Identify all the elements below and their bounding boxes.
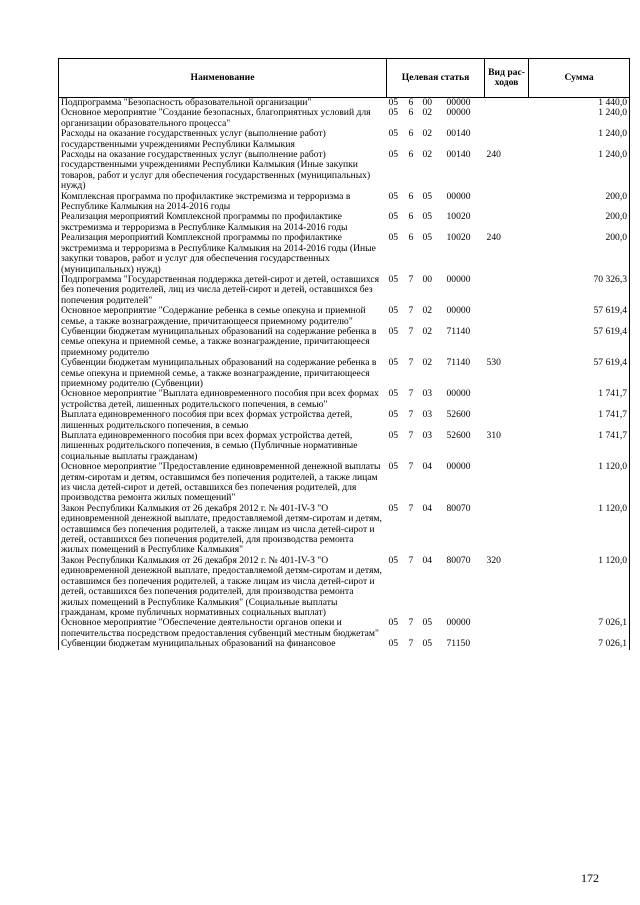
cell-sum: 57 619,4 <box>529 306 630 327</box>
cell-e <box>485 98 529 109</box>
cell-d: 71140 <box>446 325 471 337</box>
cell-a: 05 <box>388 430 399 441</box>
budget-table <box>58 58 630 650</box>
cell-name: Реализация мероприятий Комплексной программы по профилактике экстремизма и терроризма в Республике Калмыкия на 2014-2016 годы (Иные закупки товаров, работ и услуг для обеспечения государственных (муниципальных) нужд) <box>59 233 387 275</box>
cell-e <box>485 327 529 358</box>
cell-b: 7 <box>408 430 414 441</box>
cell-c: 05 <box>422 211 433 223</box>
table-row <box>59 504 630 556</box>
table-row <box>59 618 630 639</box>
cell-b: 7 <box>408 502 414 514</box>
cell-sum: 200,0 <box>529 212 630 233</box>
cell-e <box>485 462 529 504</box>
cell-d: 10020 <box>446 211 471 223</box>
cell-c: 02 <box>422 357 433 369</box>
cell-sum: 1 120,0 <box>529 504 630 556</box>
cell-b: 7 <box>408 638 414 650</box>
cell-name: Комплексная программа по профилактике экстремизма и терроризма в Республике Калмыкия на 2014-2016 годы <box>59 192 387 213</box>
cell-c: 03 <box>422 388 433 400</box>
cell-b: 7 <box>408 357 414 369</box>
cell-sum: 1 240,0 <box>529 150 630 192</box>
cell-d: 00000 <box>446 617 471 629</box>
cell-name: Субвенции бюджетам муниципальных образований на финансовое <box>59 639 387 649</box>
cell-b: 6 <box>408 190 414 202</box>
cell-c: 04 <box>422 502 433 514</box>
cell-a: 05 <box>388 554 399 566</box>
cell-name: Основное мероприятие "Содержание ребенка в семье опекуна и приемной семье, а также вознаграждение, причитающееся приемному родителю" <box>59 306 387 327</box>
cell-name: Расходы на оказание государственных услуг (выполнение работ) государственными учреждениями Республики Калмыкия (Иные закупки товаров, работ и услуг для обеспечения государственных (муниципальных) нужд) <box>59 150 387 192</box>
cell-name: Основное мероприятие "Обеспечение деятельности органов опеки и попечительства посредством предоставления субвенций местным бюджетам" <box>59 618 387 639</box>
cell-a: 05 <box>388 211 399 223</box>
cell-b: 7 <box>408 617 414 629</box>
cell-c: 02 <box>422 128 433 140</box>
cell-sum: 70 326,3 <box>529 275 630 306</box>
cell-b: 7 <box>408 273 414 285</box>
cell-name: Подпрограмма "Государственная поддержка детей-сирот и детей, оставшихся без попечения родителей, лиц из числа детей-сирот и детей, оставшихся без попечения родителей" <box>59 275 387 306</box>
cell-d: 00000 <box>446 305 471 317</box>
cell-e <box>485 306 529 327</box>
page-number: 172 <box>581 871 599 885</box>
cell-e: 320 <box>486 554 501 566</box>
cell-d: 71150 <box>446 638 471 650</box>
cell-a: 05 <box>388 617 399 629</box>
cell-sum: 7 026,1 <box>529 639 630 649</box>
cell-name: Основное мероприятие "Предоставление единовременной денежной выплаты детям-сиротам и детям, оставшимся без попечения родителей, а также лицам из числа детей-сирот и детей, оставшихся без попечения родителей, для производства ремонта жилых помещений" <box>59 462 387 504</box>
cell-c: 04 <box>422 554 433 566</box>
header-target: Целевая статья <box>387 59 485 98</box>
cell-name: Подпрограмма "Безопасность образовательной организации" <box>59 98 387 109</box>
cell-b: 7 <box>408 409 414 421</box>
table-body <box>59 98 630 650</box>
cell-c: 05 <box>422 232 433 244</box>
cell-a: 05 <box>388 357 399 369</box>
table-row <box>59 306 630 327</box>
cell-sum: 200,0 <box>529 233 630 275</box>
header-kind: Вид рас-ходов <box>485 59 529 98</box>
cell-e <box>485 275 529 306</box>
cell-a: 05 <box>388 638 399 650</box>
cell-a: 05 <box>388 388 399 400</box>
cell-name: Основное мероприятие "Создание безопасных, благоприятных условий для организации образовательного процесса" <box>59 108 387 129</box>
table-row <box>59 556 630 618</box>
cell-name: Закон Республики Калмыкия от 26 декабря 2012 г. № 401-IV-З "О единовременной денежной выплате, предоставляемой детям-сиротам и детям, оставшимся без попечения родителей, а также лицам из числа детей-сирот и детей, оставшихся без попечения родителей, для производства ремонта жилых помещений в Республике Калмыкия" (Социальные выплаты гражданам, кроме публичных нормативных социальных выплат) <box>59 556 387 618</box>
cell-a: 05 <box>388 461 399 473</box>
cell-d: 00000 <box>446 107 471 119</box>
cell-sum: 200,0 <box>529 192 630 213</box>
cell-name: Субвенции бюджетам муниципальных образований на содержание ребенка в семье опекуна и приемной семье, а также вознаграждение, причитающееся приемному родителю <box>59 327 387 358</box>
cell-c: 03 <box>422 409 433 421</box>
cell-e <box>485 504 529 556</box>
cell-e: 310 <box>486 430 501 441</box>
table-row <box>59 410 630 431</box>
cell-c: 05 <box>422 638 433 650</box>
cell-b: 6 <box>408 149 414 161</box>
table-row <box>59 129 630 150</box>
cell-e <box>485 129 529 150</box>
cell-d: 80070 <box>446 554 471 566</box>
cell-sum: 1 120,0 <box>529 462 630 504</box>
cell-d: 10020 <box>446 232 471 244</box>
cell-a: 05 <box>388 128 399 140</box>
cell-c: 04 <box>422 461 433 473</box>
cell-c: 03 <box>422 430 433 441</box>
cell-b: 7 <box>408 325 414 337</box>
cell-b: 6 <box>408 232 414 244</box>
cell-sum: 1 741,7 <box>529 410 630 431</box>
table-row <box>59 150 630 192</box>
cell-sum: 1 741,7 <box>529 389 630 410</box>
cell-b: 6 <box>408 107 414 119</box>
table-row <box>59 212 630 233</box>
cell-name: Выплата единовременного пособия при всех формах устройства детей, лишенных родительского попечения, в семью (Публичные нормативные социальные выплаты гражданам) <box>59 431 387 462</box>
cell-a: 05 <box>388 232 399 244</box>
cell-a: 05 <box>388 502 399 514</box>
cell-e <box>485 212 529 233</box>
cell-a: 05 <box>388 190 399 202</box>
table-header-row <box>59 59 630 98</box>
cell-sum: 7 026,1 <box>529 618 630 639</box>
table-row <box>59 233 630 275</box>
cell-a: 05 <box>388 107 399 119</box>
table-row <box>59 389 630 410</box>
cell-b: 7 <box>408 554 414 566</box>
cell-d: 00000 <box>446 273 471 285</box>
cell-e <box>485 639 529 649</box>
cell-e <box>485 618 529 639</box>
cell-c: 00 <box>422 273 433 285</box>
cell-c: 05 <box>422 617 433 629</box>
cell-c: 02 <box>422 305 433 317</box>
cell-e <box>485 389 529 410</box>
cell-c: 05 <box>422 190 433 202</box>
cell-name: Закон Республики Калмыкия от 26 декабря 2012 г. № 401-IV-З "О единовременной денежной выплате, предоставляемой детям-сиротам и детям, оставшимся без попечения родителей, а также лицам из числа детей-сирот и детей, оставшихся без попечения родителей, для производства ремонта жилых помещений в Республике Калмыкия" <box>59 504 387 556</box>
table-row <box>59 639 630 649</box>
table-row <box>59 108 630 129</box>
cell-c: 02 <box>422 107 433 119</box>
cell-a: 05 <box>388 149 399 161</box>
cell-b: 6 <box>408 211 414 223</box>
cell-a: 05 <box>388 97 399 108</box>
cell-e: 240 <box>486 149 501 161</box>
cell-b: 6 <box>408 97 414 108</box>
cell-d: 80070 <box>446 502 471 514</box>
cell-sum: 1 240,0 <box>529 129 630 150</box>
cell-e: 530 <box>486 357 501 369</box>
header-name: Наименование <box>59 59 387 98</box>
cell-e <box>485 410 529 431</box>
cell-e <box>485 108 529 129</box>
header-sum: Сумма <box>529 59 630 98</box>
cell-e: 240 <box>486 232 501 244</box>
cell-sum: 1 741,7 <box>529 431 630 462</box>
cell-d: 52600 <box>446 430 471 441</box>
cell-d: 00140 <box>446 128 471 140</box>
table-row <box>59 358 630 389</box>
cell-name: Расходы на оказание государственных услуг (выполнение работ) государственными учреждениями Республики Калмыкия <box>59 129 387 150</box>
table-row <box>59 431 630 462</box>
cell-b: 7 <box>408 461 414 473</box>
table-row <box>59 192 630 213</box>
table-row <box>59 275 630 306</box>
cell-e <box>485 192 529 213</box>
cell-name: Реализация мероприятий Комплексной программы по профилактике экстремизма и терроризма в Республике Калмыкия на 2014-2016 годы <box>59 212 387 233</box>
cell-d: 00000 <box>446 461 471 473</box>
cell-sum: 1 120,0 <box>529 556 630 618</box>
cell-c: 02 <box>422 149 433 161</box>
cell-name: Выплата единовременного пособия при всех формах устройства детей, лишенных родительского попечения, в семью <box>59 410 387 431</box>
cell-d: 00000 <box>446 190 471 202</box>
cell-a: 05 <box>388 409 399 421</box>
cell-b: 7 <box>408 388 414 400</box>
cell-sum: 1 240,0 <box>529 108 630 129</box>
cell-d: 00000 <box>446 388 471 400</box>
cell-a: 05 <box>388 273 399 285</box>
table-row <box>59 462 630 504</box>
cell-c: 00 <box>422 97 433 108</box>
cell-name: Основное мероприятие "Выплата единовременного пособия при всех формах устройства детей, лишенных родительского попечения, в семью" <box>59 389 387 410</box>
cell-d: 00000 <box>446 97 471 108</box>
cell-c: 02 <box>422 325 433 337</box>
cell-sum: 1 440,0 <box>529 98 630 109</box>
cell-d: 52600 <box>446 409 471 421</box>
cell-a: 05 <box>388 305 399 317</box>
table-row <box>59 327 630 358</box>
cell-sum: 57 619,4 <box>529 327 630 358</box>
cell-b: 6 <box>408 128 414 140</box>
cell-sum: 57 619,4 <box>529 358 630 389</box>
cell-name: Субвенции бюджетам муниципальных образований на содержание ребенка в семье опекуна и приемной семье, а также вознаграждение, причитающееся приемному родителю (Субвенции) <box>59 358 387 389</box>
cell-d: 71140 <box>446 357 471 369</box>
cell-a: 05 <box>388 325 399 337</box>
cell-b: 7 <box>408 305 414 317</box>
cell-d: 00140 <box>446 149 471 161</box>
